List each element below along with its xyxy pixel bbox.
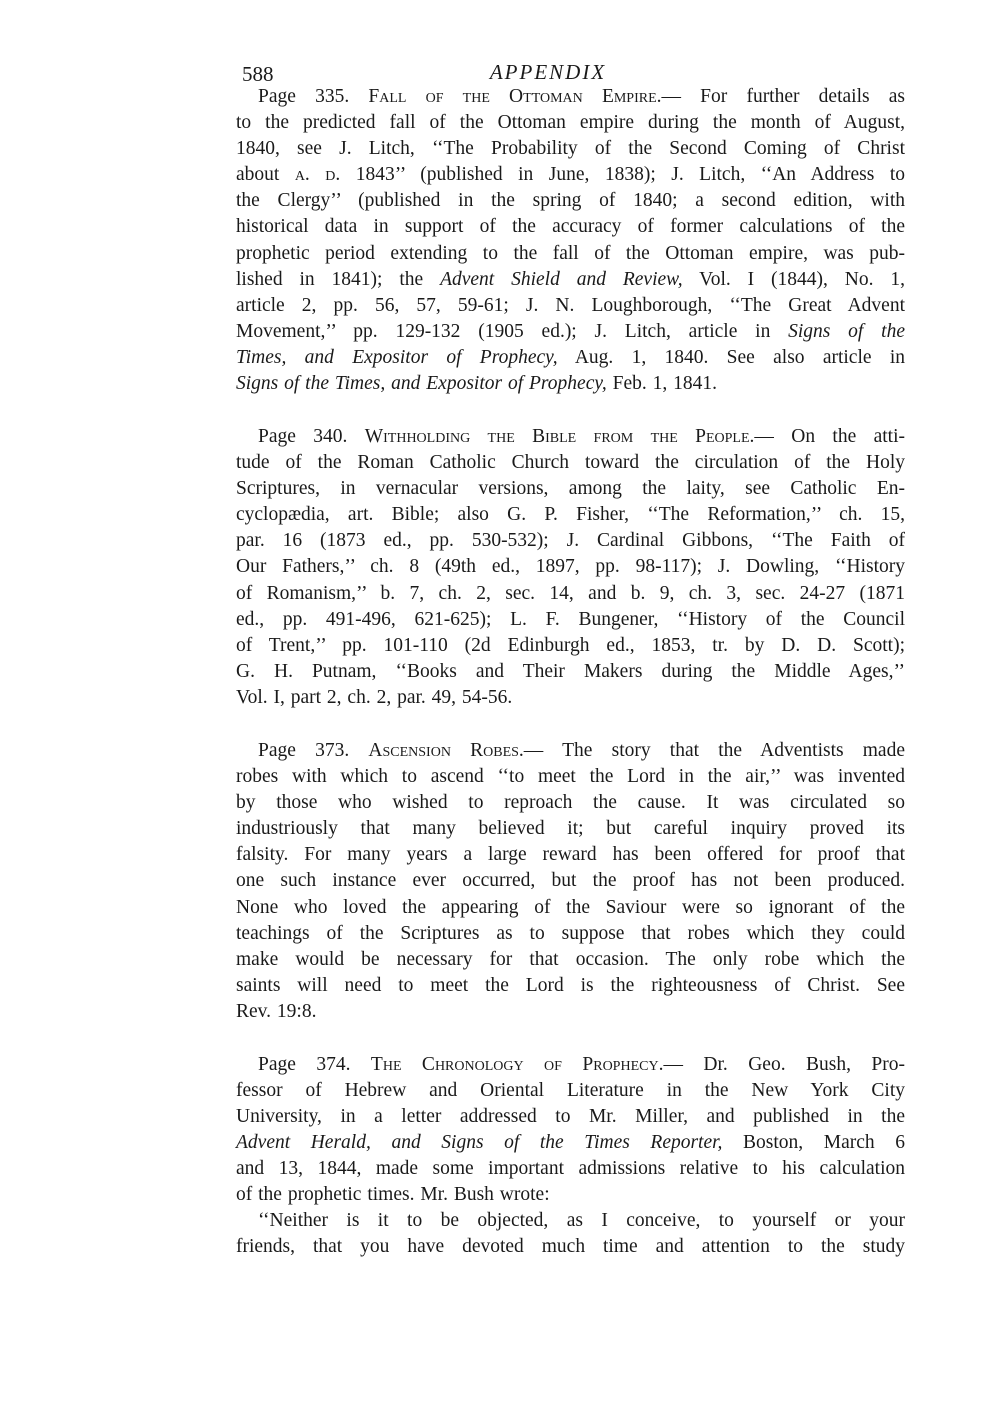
text-line	[236, 241, 905, 267]
text-segment: about	[236, 164, 295, 186]
text-segment: fessor of Hebrew and Oriental Literature in the New York City	[236, 1080, 905, 1102]
running-title: APPENDIX	[489, 60, 607, 84]
text-line	[236, 947, 905, 973]
text-line	[236, 816, 905, 842]
text-line	[236, 764, 905, 790]
text-segment: — Dr. Geo. Bush, Pro-	[663, 1054, 906, 1075]
text-segment: robes with which to ascend ‘‘to meet the Lord in the air,’’ was invented	[236, 766, 905, 788]
text-line	[236, 738, 905, 764]
italic-title: Signs of the Times, and Expositor of Prophecy,	[236, 373, 607, 395]
text-line	[236, 607, 905, 633]
text-line	[236, 188, 905, 214]
text-segment: ‘‘Neither is it to be objected, as I conceive, to yourself or your	[258, 1210, 905, 1231]
text-line	[236, 790, 905, 816]
text-segment: falsity. For many years a large reward has been offered for proof that	[236, 844, 905, 866]
text-line	[236, 345, 905, 371]
italic-title: Advent Herald, and Signs of the Times Reporter,	[236, 1132, 723, 1154]
text-segment: — On the atti-	[754, 426, 906, 447]
text-segment: friends, that you have devoted much time and attention to the study	[236, 1236, 905, 1258]
text-segment: Page 374.	[258, 1054, 371, 1075]
text-segment: 1843’’ (published in June, 1838); J. Litch, ‘‘An Address to	[340, 164, 905, 186]
text-line	[236, 842, 905, 868]
text-segment: None who loved the appearing of the Saviour were so ignorant of the	[236, 896, 905, 918]
section-heading: Fall of the Ottoman Empire.	[368, 86, 662, 107]
text-segment: of the prophetic times. Mr. Bush wrote:	[236, 1184, 550, 1206]
text-line	[236, 136, 905, 162]
text-line	[236, 1182, 905, 1208]
text-line	[236, 685, 905, 711]
text-segment: Page 373.	[258, 740, 369, 761]
text-line	[236, 1078, 905, 1104]
text-segment: par. 16 (1873 ed., pp. 530-532); J. Cardinal Gibbons, ‘‘The Faith of	[236, 530, 905, 552]
page-number: 588	[242, 62, 274, 86]
text-segment: Boston, March 6	[722, 1132, 905, 1154]
text-line	[236, 554, 905, 580]
text-line	[236, 110, 905, 136]
note-withholding-bible	[236, 424, 905, 711]
note-ascension-robes	[236, 738, 905, 1025]
text-line	[236, 1234, 905, 1260]
text-segment: Page 335.	[258, 86, 369, 107]
text-segment: one such instance ever occurred, but the proof has not been produced.	[236, 870, 905, 892]
text-segment: Movement,’’ pp. 129-132 (1905 ed.); J. Litch, article in	[236, 320, 789, 342]
text-line	[236, 502, 905, 528]
text-segment: Vol. I, part 2, ch. 2, par. 49, 54-56.	[236, 686, 513, 708]
text-segment: ed., pp. 491-496, 621-625); L. F. Bungener, ‘‘History of the Council	[236, 608, 905, 630]
text-segment: 1840, see J. Litch, ‘‘The Probability of the Second Coming of Christ	[236, 138, 905, 160]
text-segment: article 2, pp. 56, 57, 59-61; J. N. Loughborough, ‘‘The Great Advent	[236, 294, 905, 316]
text-line	[236, 868, 905, 894]
text-segment: make would be necessary for that occasion. The only robe which the	[236, 948, 905, 970]
text-segment: of Trent,’’ pp. 101-110 (2d Edinburgh ed., 1853, tr. by D. D. Scott);	[236, 634, 905, 656]
text-segment: — For further details as	[661, 86, 905, 107]
section-heading: Ascension Robes.	[368, 740, 524, 761]
text-line	[236, 267, 905, 293]
text-segment: historical data in support of the accuracy of former calculations of the	[236, 216, 905, 238]
text-segment: lished in 1841); the	[236, 268, 441, 290]
text-segment: Vol. I (1844), No. 1,	[682, 268, 906, 290]
text-segment: — The story that the Adventists made	[523, 740, 905, 761]
text-segment: industriously that many believed it; but careful inquiry proved its	[236, 818, 905, 840]
text-segment: Aug. 1, 1840. See also article in	[557, 346, 905, 368]
text-line	[236, 581, 905, 607]
italic-title: Times, and Expositor of Prophecy,	[236, 346, 558, 368]
text-segment: Scriptures, in vernacular versions, among the laity, see Catholic En-	[236, 478, 905, 500]
text-line	[236, 921, 905, 947]
text-segment: teachings of the Scriptures as to suppose that robes which they could	[236, 922, 905, 944]
bush-quotation	[236, 1208, 905, 1260]
text-line	[236, 1052, 905, 1078]
text-segment: Rev. 19:8.	[236, 1000, 317, 1022]
text-line	[236, 84, 905, 110]
text-line	[236, 1156, 905, 1182]
text-line	[236, 319, 905, 345]
section-heading: a. d.	[294, 164, 341, 186]
note-ottoman-empire	[236, 84, 905, 397]
text-segment: Feb. 1, 1841.	[606, 373, 718, 395]
text-line	[236, 895, 905, 921]
text-segment: University, in a letter addressed to Mr. Miller, and published in the	[236, 1106, 905, 1128]
text-segment: prophetic period extending to the fall of the Ottoman empire, was pub-	[236, 242, 905, 264]
text-line	[236, 162, 905, 188]
text-line	[236, 293, 905, 319]
text-line	[236, 214, 905, 240]
text-segment: the Clergy’’ (published in the spring of 1840; a second edition, with	[236, 190, 905, 212]
text-line	[236, 659, 905, 685]
section-heading: The Chronology of Prophecy.	[370, 1054, 664, 1075]
text-line	[236, 528, 905, 554]
text-segment: G. H. Putnam, ‘‘Books and Their Makers during the Middle Ages,’’	[236, 660, 905, 682]
text-segment: tude of the Roman Catholic Church toward the circulation of the Holy	[236, 452, 905, 474]
text-line	[236, 371, 905, 397]
text-line	[236, 476, 905, 502]
text-line	[236, 1130, 905, 1156]
text-line	[236, 633, 905, 659]
italic-title: Signs of the	[788, 320, 905, 342]
text-segment: by those who wished to reproach the cause. It was circulated so	[236, 792, 905, 814]
text-segment: saints will need to meet the Lord is the righteousness of Christ. See	[236, 974, 905, 996]
text-segment: Our Fathers,’’ ch. 8 (49th ed., 1897, pp. 98-117); J. Dowling, ‘‘History	[236, 556, 905, 578]
text-segment: Page 340.	[258, 426, 365, 447]
text-line	[236, 999, 905, 1025]
text-segment: and 13, 1844, made some important admissions relative to his calculation	[236, 1158, 905, 1180]
text-segment: cyclopædia, art. Bible; also G. P. Fisher, ‘‘The Reformation,’’ ch. 15,	[236, 504, 905, 526]
note-chronology-of-prophecy	[236, 1052, 905, 1209]
text-line	[236, 1104, 905, 1130]
text-line	[236, 1208, 905, 1234]
text-line	[236, 450, 905, 476]
text-segment: to the predicted fall of the Ottoman empire during the month of August,	[236, 112, 905, 134]
section-heading: Withholding the Bible from the People.	[364, 426, 755, 447]
italic-title: Advent Shield and Review,	[440, 268, 683, 290]
text-line	[236, 424, 905, 450]
text-line	[236, 973, 905, 999]
text-segment: of Romanism,’’ b. 7, ch. 2, sec. 14, and b. 9, ch. 3, sec. 24-27 (1871	[236, 582, 905, 604]
